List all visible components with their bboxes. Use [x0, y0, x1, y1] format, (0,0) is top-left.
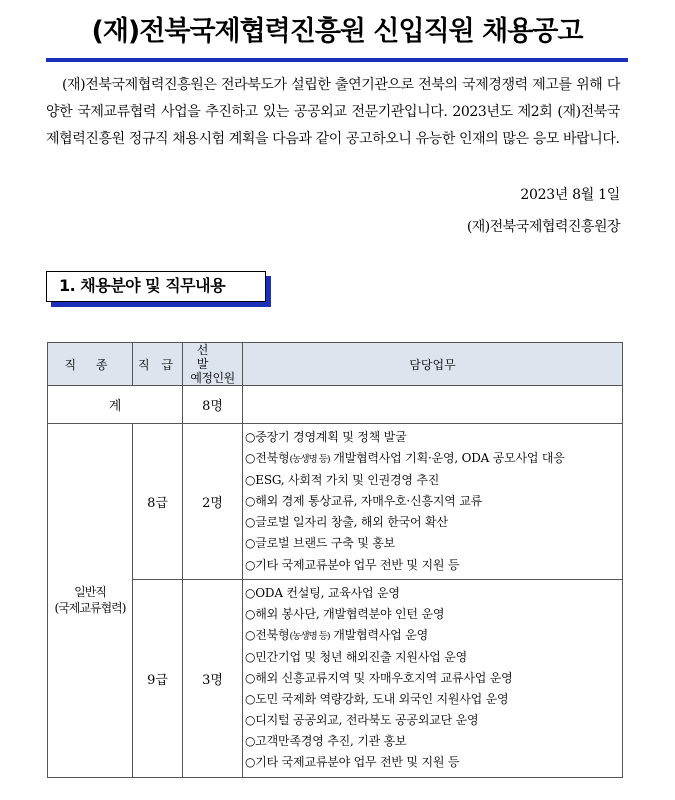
duty-item: ○ODA 컨설팅, 교육사업 운영: [245, 585, 400, 600]
duty-item: ○고객만족경영 추진, 기관 홍보: [245, 734, 407, 749]
total-row: [48, 386, 623, 424]
duty-item: ○디지털 공공외교, 전라북도 공공외교단 운영: [245, 713, 479, 728]
count-cell: 2명: [183, 424, 243, 580]
total-duties-empty: [243, 386, 623, 424]
duty-item: ○도민 국제화 역량강화, 도내 외국인 지원사업 운영: [245, 692, 509, 707]
duties-cell: [243, 424, 623, 580]
header-selection-count: 선 발 예정인원: [183, 343, 243, 386]
table-header-row: [48, 343, 623, 386]
header-job-type: 직 종: [48, 343, 133, 386]
job-type-label: 일반직: [74, 585, 106, 600]
duty-item: ○글로벌 브랜드 구축 및 홍보: [245, 536, 396, 551]
duty-item: ○민간기업 및 청년 해외진출 지원사업 운영: [245, 649, 468, 664]
announcement-date: 2023년 8월 1일: [520, 187, 620, 203]
job-type-sublabel: (국제교류협력): [54, 601, 126, 616]
duty-item: ○해외 경제 통상교류, 자매우호·신흥지역 교류: [245, 494, 483, 509]
duty-item: ○전북형(농생명 등) 개발협력사업 운영: [245, 627, 428, 642]
grade-cell: 8급: [133, 424, 183, 580]
issuing-organization: (재)전북국제협력진흥원장: [466, 219, 620, 235]
total-label: 계: [48, 386, 183, 424]
duty-item: ○해외 신흥교류지역 및 자매우호지역 교류사업 운영: [245, 671, 513, 686]
duty-item: ○ESG, 사회적 가치 및 인권경영 추진: [245, 473, 440, 488]
header-grade: 직 급: [133, 343, 183, 386]
grade-cell: 9급: [133, 579, 183, 777]
duty-item: ○글로벌 일자리 창출, 해외 한국어 확산: [245, 515, 448, 530]
job-type-cell: [48, 424, 133, 778]
duty-item: ○기타 국제교류분야 업무 전반 및 지원 등: [245, 557, 460, 572]
duty-item: ○중장기 경영계획 및 정책 발굴: [245, 430, 407, 444]
duty-item: ○해외 봉사단, 개발협력분야 인턴 운영: [245, 606, 445, 621]
header-duties: 담당업무: [243, 343, 623, 386]
table-row: [48, 424, 623, 580]
count-cell: 3명: [183, 579, 243, 777]
duty-item: ○전북형(농생명 등) 개발협력사업 기획·운영, ODA 공모사업 대응: [245, 451, 565, 466]
duties-cell: [243, 579, 623, 777]
total-count: 8명: [183, 386, 243, 424]
recruitment-table: [47, 342, 623, 778]
duty-item: ○기타 국제교류분야 업무 전반 및 지원 등: [245, 755, 460, 770]
page-title: (재)전북국제협력진흥원 신입직원 채용공고: [91, 16, 583, 47]
intro-paragraph: (재)전북국제협력진흥원은 전라북도가 설립한 출연기관으로 전북의 국제경쟁력 제고를 위해 다양한 국제교류협력 사업을 추진하고 있는 공공외교 전문기관입니다. 2023년도 제2회 (재)전북국제협력진흥원 정규직 채용시험 계획을 다음과 같이 공고하오니 유능한 인재의 많은 응모 바랍니다.: [46, 77, 620, 147]
title-bar: [46, 10, 628, 62]
section-heading: 1. 채용분야 및 직무내용: [46, 271, 266, 302]
table-row: [48, 579, 623, 777]
